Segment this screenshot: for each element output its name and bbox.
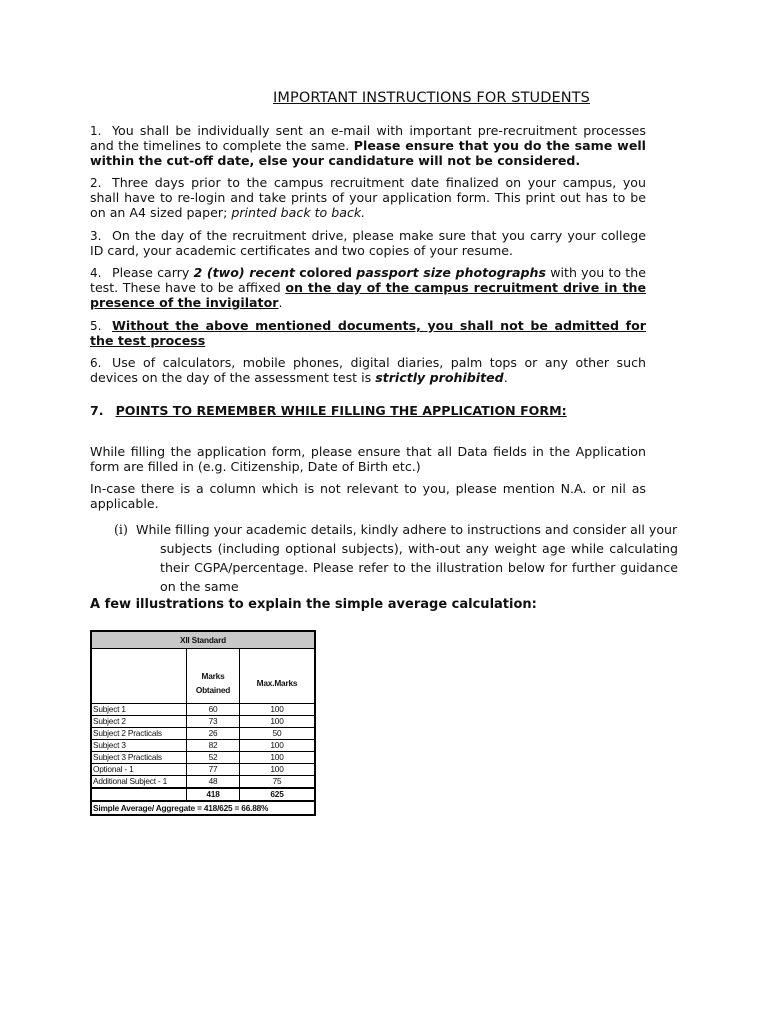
section-7-title: POINTS TO REMEMBER WHILE FILLING THE APPLICATION FORM: <box>115 402 567 418</box>
instruction-4 <box>90 266 646 310</box>
instructions-body <box>90 123 678 613</box>
subject-name: Subject 3 Practicals <box>91 752 187 764</box>
illustration-heading: A few illustrations to explain the simple average calculation: <box>90 596 537 612</box>
table-header: XII Standard <box>91 631 315 649</box>
marks-obtained: 26 <box>187 728 240 740</box>
table-row <box>91 776 315 789</box>
instruction-1 <box>90 124 646 168</box>
table-row <box>91 764 315 776</box>
instruction-3-text: On the day of the recruitment drive, please make sure that you carry your college ID card, your academic certificates and two copies of your resume. <box>90 227 646 258</box>
subject-name: Subject 2 Practicals <box>91 728 187 740</box>
photo-colored: colored <box>299 265 353 281</box>
page-title <box>0 90 768 106</box>
instruction-6-end: . <box>503 370 508 386</box>
table-row <box>91 716 315 728</box>
table-row <box>91 740 315 752</box>
item-number: 4. <box>90 266 102 281</box>
marks-obtained-header: Marks Obtained <box>187 649 240 704</box>
item-number: 6. <box>90 356 102 371</box>
instruction-4-mid: with you to the test. These have to be affixed <box>90 265 646 296</box>
instruction-4-pre: Please carry <box>112 265 190 281</box>
application-form-note: While filling the application form, please ensure that all Data fields in the Application form are filled in (e.g. Citizenship, Date of Birth etc.) <box>90 443 646 474</box>
max-marks: 100 <box>240 752 316 764</box>
total-obtained: 418 <box>187 788 240 801</box>
sub-instruction-first-line: While filling your academic details, kindly adhere to instructions and consider all your <box>136 521 678 537</box>
item-number: 5. <box>90 318 102 333</box>
max-marks: 100 <box>240 704 316 716</box>
total-row <box>91 788 315 801</box>
subject-column-header <box>91 649 187 704</box>
instruction-1-text: You shall be individually sent an e-mail with important pre-recruitment processes and the timelines to complete the same. <box>90 123 646 153</box>
subject-name: Subject 2 <box>91 716 187 728</box>
total-max: 625 <box>240 788 316 801</box>
instruction-2-text: Three days prior to the campus recruitment date finalized on your campus, you shall have to re-login and take prints of your application form. This print out has to be on an A4 sized paper; <box>90 175 646 220</box>
instruction-1-bold: Please ensure that you do the same well within the cut-off date, else your candidature will not be considered. <box>90 137 646 168</box>
instruction-6-emphasis: strictly prohibited <box>375 370 504 386</box>
max-marks: 100 <box>240 764 316 776</box>
aggregate-formula: Simple Average/ Aggregate = 418/625 = 66.88% <box>91 801 315 815</box>
instruction-5-text: Without the above mentioned documents, you shall not be admitted for the test process <box>90 317 646 348</box>
max-marks: 75 <box>240 776 316 789</box>
marks-obtained: 52 <box>187 752 240 764</box>
instruction-2 <box>90 176 646 220</box>
total-label <box>91 788 187 801</box>
photo-count: 2 (two) recent <box>193 265 295 281</box>
sub-instruction-i <box>114 520 678 596</box>
item-number: 7. <box>90 402 104 418</box>
marks-obtained: 77 <box>187 764 240 776</box>
instruction-4-emphasis: on the day of the campus recruitment drive in the presence of the invigilator <box>90 280 646 310</box>
max-marks-header: Max.Marks <box>240 649 316 704</box>
subject-name: Optional - 1 <box>91 764 187 776</box>
marks-obtained: 48 <box>187 776 240 789</box>
item-number: 3. <box>90 228 102 243</box>
table-row <box>91 752 315 764</box>
subject-name: Additional Subject - 1 <box>91 776 187 789</box>
instruction-3 <box>90 229 646 259</box>
item-number: 2. <box>90 176 102 191</box>
aggregate-row <box>91 801 315 815</box>
marks-obtained: 82 <box>187 740 240 752</box>
marks-obtained: 60 <box>187 704 240 716</box>
section-7-heading <box>90 404 646 419</box>
instruction-6 <box>90 356 646 386</box>
subject-name: Subject 3 <box>91 740 187 752</box>
item-number: 1. <box>90 124 102 138</box>
instruction-6-text: Use of calculators, mobile phones, digital diaries, palm tops or any other such devices on the day of the assessment test is <box>90 355 646 386</box>
photo-type: passport size photographs <box>356 265 546 281</box>
roman-numeral: (i) <box>114 521 128 537</box>
title-text: IMPORTANT INSTRUCTIONS FOR STUDENTS <box>273 90 590 106</box>
subject-name: Subject 1 <box>91 704 187 716</box>
max-marks: 50 <box>240 728 316 740</box>
table-row <box>91 728 315 740</box>
instruction-5 <box>90 319 646 349</box>
marks-table <box>90 630 316 816</box>
max-marks: 100 <box>240 740 316 752</box>
instruction-2-italic: printed back to back. <box>231 204 366 220</box>
table-row <box>91 704 315 716</box>
max-marks: 100 <box>240 716 316 728</box>
marks-obtained: 73 <box>187 716 240 728</box>
not-applicable-note: In-case there is a column which is not relevant to you, please mention N.A. or nil as applicable. <box>90 481 646 512</box>
sub-instruction-rest: subjects (including optional subjects), with-out any weight age while calculating their CGPA/percentage. Please refer to the illustration below for further guidance on the same <box>160 540 678 594</box>
column-header-row <box>91 649 315 704</box>
instruction-4-end: . <box>278 294 283 310</box>
